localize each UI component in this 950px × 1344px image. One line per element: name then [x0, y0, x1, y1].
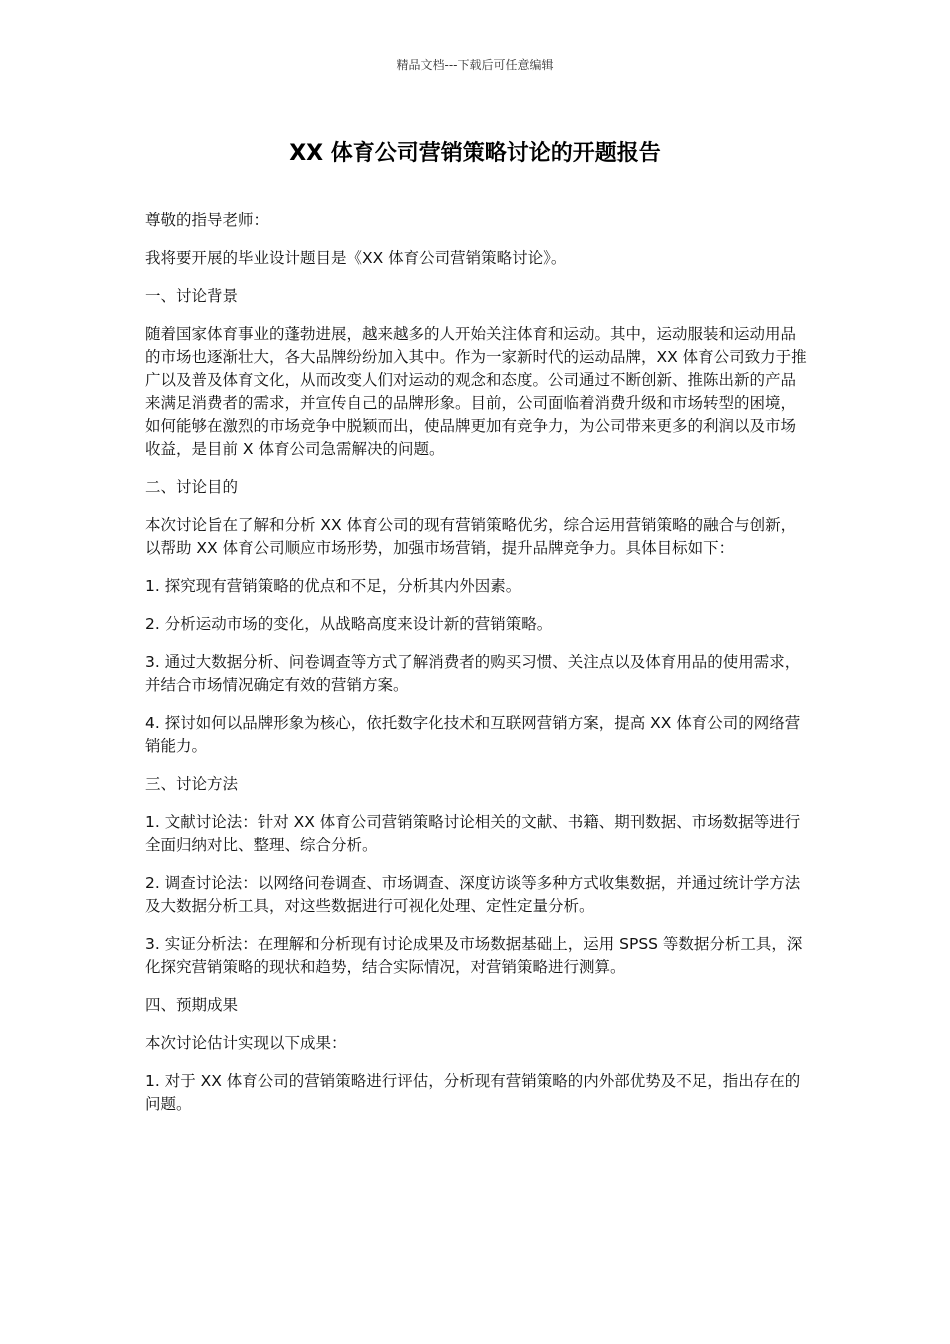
section-heading-outcomes: 四、预期成果	[145, 996, 239, 1014]
method-item-2: 2. 调查讨论法：以网络问卷调查、市场调查、深度访谈等多种方式收集数据，并通过统计学方法及大数据分析工具，对这些数据进行可视化处理、定性定量分析。	[145, 874, 801, 915]
purpose-paragraph: 本次讨论旨在了解和分析 XX 体育公司的现有营销策略优劣，综合运用营销策略的融合与创新，以帮助 XX 体育公司顺应市场形势，加强市场营销，提升品牌竞争力。具体目标如下：	[145, 516, 797, 557]
document-body	[145, 209, 807, 1131]
purpose-item-1: 1. 探究现有营销策略的优点和不足，分析其内外因素。	[145, 577, 522, 595]
salutation: 尊敬的指导老师：	[145, 211, 270, 229]
outcomes-intro: 本次讨论估计实现以下成果：	[145, 1034, 347, 1052]
section-heading-purpose: 二、讨论目的	[145, 478, 239, 496]
purpose-item-4: 4. 探讨如何以品牌形象为核心，依托数字化技术和互联网营销方案，提高 XX 体育公司的网络营销能力。	[145, 714, 801, 755]
purpose-item-2: 2. 分析运动市场的变化，从战略高度来设计新的营销策略。	[145, 615, 553, 633]
purpose-item-3: 3. 通过大数据分析、问卷调查等方式了解消费者的购买习惯、关注点以及体育用品的使用需求，并结合市场情况确定有效的营销方案。	[145, 653, 801, 694]
section-heading-methods: 三、讨论方法	[145, 775, 239, 793]
section-heading-background: 一、讨论背景	[145, 287, 239, 305]
method-item-1: 1. 文献讨论法：针对 XX 体育公司营销策略讨论相关的文献、书籍、期刊数据、市场数据等进行全面归纳对比、整理、综合分析。	[145, 813, 801, 854]
page-header-note: 精品文档---下载后可任意编辑	[396, 58, 554, 72]
topic-statement: 我将要开展的毕业设计题目是《XX 体育公司营销策略讨论》。	[145, 249, 567, 267]
document-title: XX 体育公司营销策略讨论的开题报告	[289, 141, 661, 166]
background-paragraph: 随着国家体育事业的蓬勃进展，越来越多的人开始关注体育和运动。其中，运动服装和运动用品的市场也逐渐壮大，各大品牌纷纷加入其中。作为一家新时代的运动品牌，XX 体育公司致力于推广以及普及体育文化，从而改变人们对运动的观念和态度。公司通过不断创新、推陈出新的产品来满足消费者的需求，并宣传自己的品牌形象。目前，公司面临着消费升级和市场转型的困境，如何能够在激烈的市场竞争中脱颖而出，使品牌更加有竞争力，为公司带来更多的利润以及市场收益，是目前 X 体育公司急需解决的问题。	[145, 325, 807, 458]
method-item-3: 3. 实证分析法：在理解和分析现有讨论成果及市场数据基础上，运用 SPSS 等数据分析工具，深化探究营销策略的现状和趋势，结合实际情况，对营销策略进行测算。	[145, 935, 803, 976]
outcome-item-1: 1. 对于 XX 体育公司的营销策略进行评估，分析现有营销策略的内外部优势及不足，指出存在的问题。	[145, 1072, 801, 1113]
